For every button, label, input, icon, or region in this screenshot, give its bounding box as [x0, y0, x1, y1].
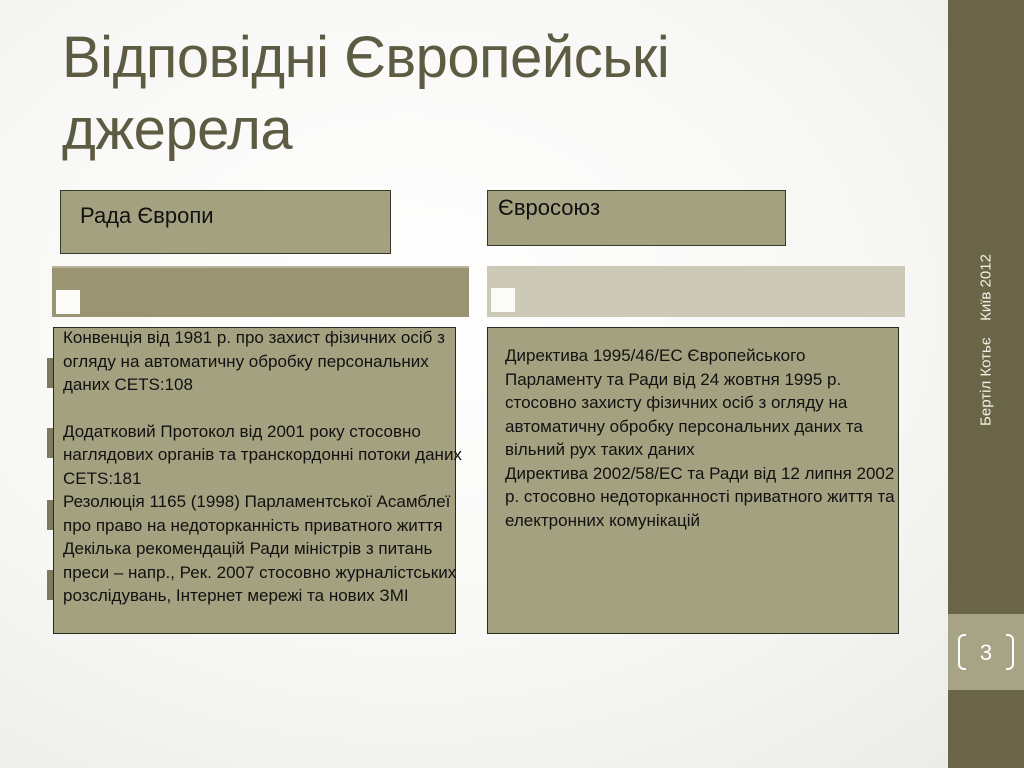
council-of-europe-header-label: Рада Європи: [80, 203, 214, 228]
list-item: Директива 1995/46/ЕС Європейського Парламенту та Ради від 24 жовтня 1995 р. стосовно захисту фізичних осіб з огляду на автоматичну обробку персональних даних та вільний рух таких даних: [505, 346, 863, 459]
european-union-header-label: Євросоюз: [498, 195, 601, 220]
list-item: Резолюція 1165 (1998) Парламентської Асамблеї про право на недоторканність приватного життя: [63, 492, 451, 535]
ghost-marker: [47, 500, 53, 530]
slide-title-line-2: джерела: [62, 97, 293, 162]
council-of-europe-list: [63, 326, 463, 608]
page-number: [958, 630, 1014, 676]
list-item: Додатковий Протокол від 2001 року стосовно наглядових органів та транскордонні потоки даних CETS:181: [63, 421, 462, 488]
right-column-bar: [487, 266, 905, 317]
left-bar-square-icon: [56, 290, 80, 314]
council-of-europe-header: [60, 190, 391, 254]
ghost-marker: [47, 358, 53, 388]
page-number-label: 3: [979, 640, 993, 665]
right-bar-square-icon: [491, 288, 515, 312]
ghost-marker: [47, 570, 53, 600]
left-column-bar: [52, 266, 469, 317]
left-bracket-icon: [958, 634, 966, 670]
list-item: Директива 2002/58/ЕС та Ради від 12 липня 2002 р. стосовно недоторканності приватного життя та електронних комунікацій: [505, 463, 895, 530]
european-union-header: [487, 190, 786, 246]
list-item: Конвенція від 1981 р. про захист фізичних осіб з огляду на автоматичну обробку персональних даних CETS:108: [63, 328, 445, 394]
author-date-text: Бертіл Котьє Київ 2012: [977, 254, 995, 426]
slide-title-line-1: Відповідні Європейські: [62, 25, 670, 90]
european-union-list: [505, 344, 897, 532]
right-bracket-icon: [1006, 634, 1014, 670]
list-item: Декілька рекомендацій Ради міністрів з питань преси – напр., Рек. 2007 стосовно журналістських розслідувань, Інтернет мережі та нових ЗМІ: [63, 539, 457, 605]
slide-title: [62, 22, 922, 166]
ghost-marker: [47, 428, 53, 458]
